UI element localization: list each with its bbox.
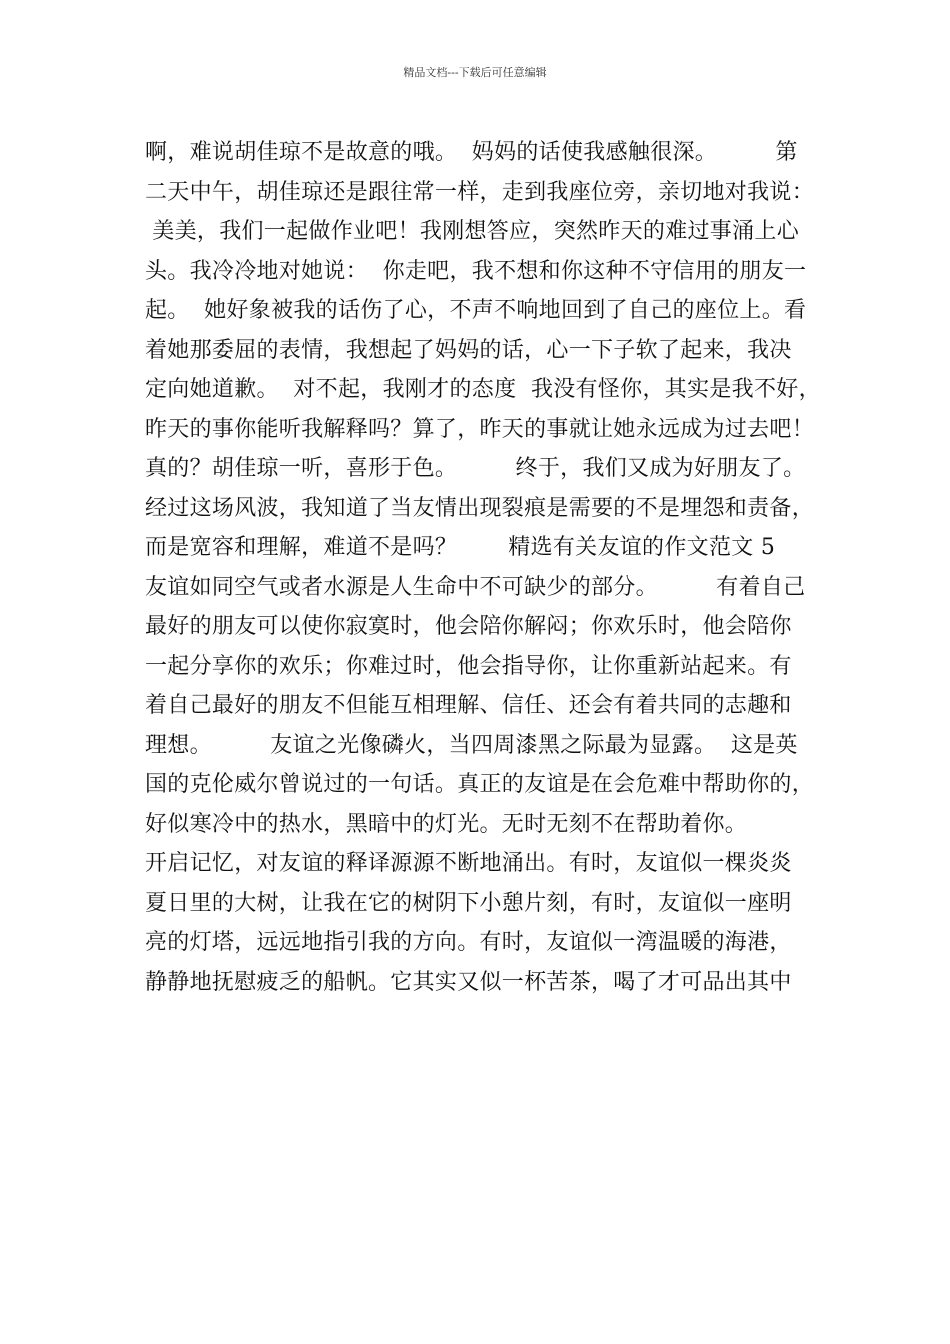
text-line: 理想。 友谊之光像磷火，当四周漆黑之际最为显露。 这是英 bbox=[145, 732, 798, 758]
text-line: 啊，难说胡佳琼不是故意的哦。 妈妈的话使我感触很深。 第 bbox=[145, 140, 798, 165]
text-line: 国的克伦威尔曾说过的一句话。真正的友谊是在会危难中帮助你的， bbox=[145, 772, 815, 797]
text-line: 友谊如同空气或者水源是人生命中不可缺少的部分。 有着自己 bbox=[145, 574, 806, 600]
text-line: 定向她道歉。 对不起，我刚才的态度 我没有怪你，其实是我不好， bbox=[145, 377, 821, 402]
text-line: 而是宽容和理解，难道不是吗？ 精选有关友谊的作文范文 5 bbox=[145, 535, 776, 560]
text-line: 静静地抚慰疲乏的船帆。它其实又似一杯苦茶，喝了才可品出其中 bbox=[145, 969, 792, 995]
text-line: 真的？胡佳琼一听，喜形于色。 终于，我们又成为好朋友了。 bbox=[145, 456, 806, 481]
text-line: 开启记忆，对友谊的释译源源不断地涌出。有时，友谊似一棵炎炎 bbox=[145, 851, 792, 876]
text-line: 头。我冷冷地对她说： 你走吧，我不想和你这种不守信用的朋友一 bbox=[145, 258, 807, 284]
text-line: 美美，我们一起做作业吧！我刚想答应，突然昨天的难过事涌上心 bbox=[145, 219, 799, 244]
text-line: 亮的灯塔，远远地指引我的方向。有时，友谊似一湾温暖的海港， bbox=[145, 930, 792, 955]
document-body bbox=[145, 133, 835, 1002]
text-line: 二天中午，胡佳琼还是跟往常一样，走到我座位旁，亲切地对我说： bbox=[145, 179, 815, 205]
text-line: 一起分享你的欢乐；你难过时，他会指导你，让你重新站起来。有 bbox=[145, 653, 792, 679]
page-header: 精品文档---下载后可任意编辑 bbox=[403, 66, 547, 79]
text-line: 夏日里的大树，让我在它的树阴下小憩片刻，有时，友谊似一座明 bbox=[145, 890, 792, 916]
text-line: 着她那委屈的表情，我想起了妈妈的话，心一下子软了起来，我决 bbox=[145, 337, 792, 363]
text-line: 好似寒冷中的热水，黑暗中的灯光。无时无刻不在帮助着你。 bbox=[145, 811, 748, 837]
text-line: 最好的朋友可以使你寂寞时，他会陪你解闷；你欢乐时，他会陪你 bbox=[145, 614, 792, 639]
text-line: 经过这场风波，我知道了当友情出现裂痕是需要的不是埋怨和责备， bbox=[145, 495, 815, 521]
text-line: 昨天的事你能听我解释吗？算了，昨天的事就让她永远成为过去吧！ bbox=[145, 416, 815, 442]
text-line: 着自己最好的朋友不但能互相理解、信任、还会有着共同的志趣和 bbox=[145, 693, 792, 718]
text-line: 起。 她好象被我的话伤了心，不声不响地回到了自己的座位上。看 bbox=[145, 298, 807, 323]
